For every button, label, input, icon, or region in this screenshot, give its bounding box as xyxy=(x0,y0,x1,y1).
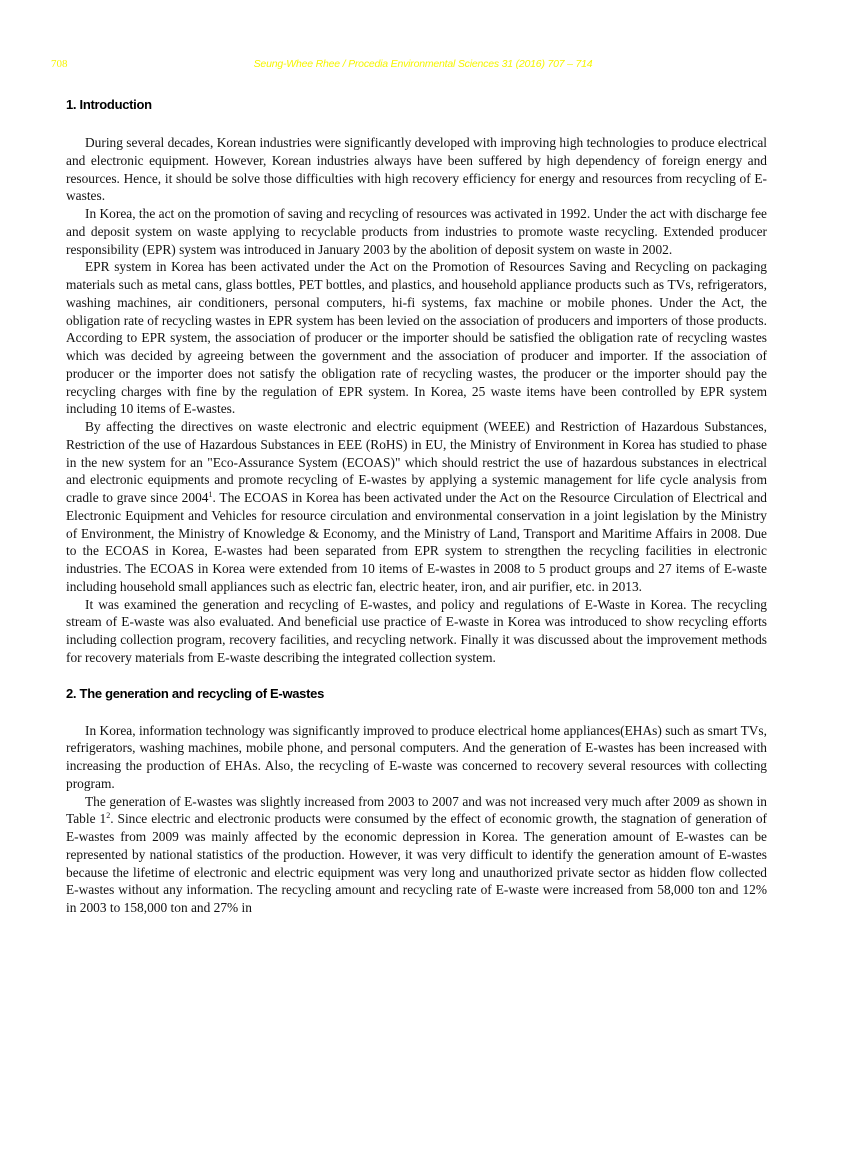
paragraph: It was examined the generation and recycling of E-wastes, and policy and regulations of E-Waste in Korea. The recycling stream of E-waste was also evaluated. And beneficial use practice of E-waste in Korea was introduced to show recycling efforts including collection program, recovery facilities, and recycling network. Finally it was discussed about the improvement methods for recovery materials from E-waste describing the integrated collection system. xyxy=(66,596,767,665)
section-heading-generation-recycling: 2. The generation and recycling of E-wastes xyxy=(66,685,325,701)
paragraph-text: . The ECOAS in Korea has been activated under the Act on the Resource Circulation of Electrical and Electronic Equipment and Vehicles for resource circulation and environmental conservation in a joint legislation by the Ministry of Environment, the Ministry of Knowledge & Economy, and the Ministry of Land, Transport and Maritime Affairs in 2008. Due to the ECOAS in Korea, E-wastes had been separated from EPR system to strengthen the recycling facilities in electronic industries. The ECOAS in Korea were extended from 10 items of E-wastes in 2008 to 5 product groups and 27 items of E-waste including household small appliances such as electric fan, electric heater, iron, and air purifier, etc. in 2013. xyxy=(66,490,767,594)
citation-superscript[interactable]: 1 xyxy=(208,490,213,499)
paragraph xyxy=(66,793,767,917)
paragraph: EPR system in Korea has been activated under the Act on the Promotion of Resources Saving and Recycling on packaging materials such as metal cans, glass bottles, PET bottles, and plastics, and household appliance products such as TVs, refrigerators, washing machines, air conditioners, personal computers, hi-fi systems, fax machine or mobile phones. Under the Act, the obligation rate of recycling wastes in EPR system has been levied on the association of producers and importers of those products. According to EPR system, the association of producer or the importer should be satisfied the obligation rate of recycling wastes which was decided by agreeing between the government and the association of producer and importer. If the association of producer or the importer does not satisfy the obligation rate of recycling wastes, the producer or the importer should pay the recycling charges with fine by the regulation of EPR system. In Korea, 25 waste items have been controlled by EPR system including 10 items of E-wastes. xyxy=(66,259,767,417)
page-number: 708 xyxy=(51,58,68,70)
article-body xyxy=(66,96,767,917)
section-introduction xyxy=(66,96,767,667)
paragraph-text: The generation of E-wastes was slightly increased from 2003 to 2007 and was not increased very much after 2009 as shown in Table 1 xyxy=(66,793,767,827)
paragraph: During several decades, Korean industries were significantly developed with improving high technologies to produce electrical and electronic equipment. However, Korean industries always have been suffered by high dependency of foreign energy and resources. Hence, it should be solve those difficulties with high recovery efficiency for energy and resources from recycling of E-wastes. xyxy=(66,135,767,204)
paragraph xyxy=(66,418,767,596)
paragraph-text: . Since electric and electronic products were consumed by the effect of economic growth, the stagnation of generation of E-wastes from 2009 was mainly affected by the economic depression in Korea. The generation amount of E-wastes can be represented by national statistics of the production. However, it was very difficult to identify the generation amount of E-wastes because the lifetime of electronic and electric equipment was very long and unauthorized private sector as hidden flow collected E-wastes without any information. The recycling amount and recycling rate of E-waste were increased from 58,000 ton and 12% in 2003 to 158,000 ton and 27% in xyxy=(66,811,768,915)
paragraph: In Korea, the act on the promotion of saving and recycling of resources was activated in 1992. Under the act with discharge fee and deposit system on waste applying to recyclable products from industries to promote waste recycling. Extended producer responsibility (EPR) system was introduced in January 2003 by the abolition of deposit system on waste in 2002. xyxy=(66,206,767,257)
paragraph: In Korea, information technology was significantly improved to produce electrical home appliances(EHAs) such as smart TVs, refrigerators, washing machines, mobile phone, and personal computers. And the generation of E-wastes has been increased with increasing the production of EHAs. Also, the recycling of E-waste was concerned to recovery several resources with collecting program. xyxy=(66,722,767,791)
paragraph-text: By affecting the directives on waste electronic and electric equipment (WEEE) and Restriction of Hazardous Substances, Restriction of the use of Hazardous Substances in EEE (RoHS) in EU, the Ministry of Environment in Korea has studied to phase in the new system for an "Eco-Assurance System (ECOAS)" which should restrict the use of hazardous substances in electrical and electronic equipments and promote recycling of E-wastes by applying a systemic management for life cycle analysis from cradle to grave since 2004 xyxy=(66,419,767,505)
section-heading-introduction: 1. Introduction xyxy=(66,97,152,112)
section-generation-recycling xyxy=(66,685,767,917)
citation-superscript[interactable]: 2 xyxy=(106,811,111,821)
running-header xyxy=(0,58,846,72)
journal-reference: Seung-Whee Rhee / Procedia Environmental Sciences 31 (2016) 707 – 714 xyxy=(253,58,593,70)
